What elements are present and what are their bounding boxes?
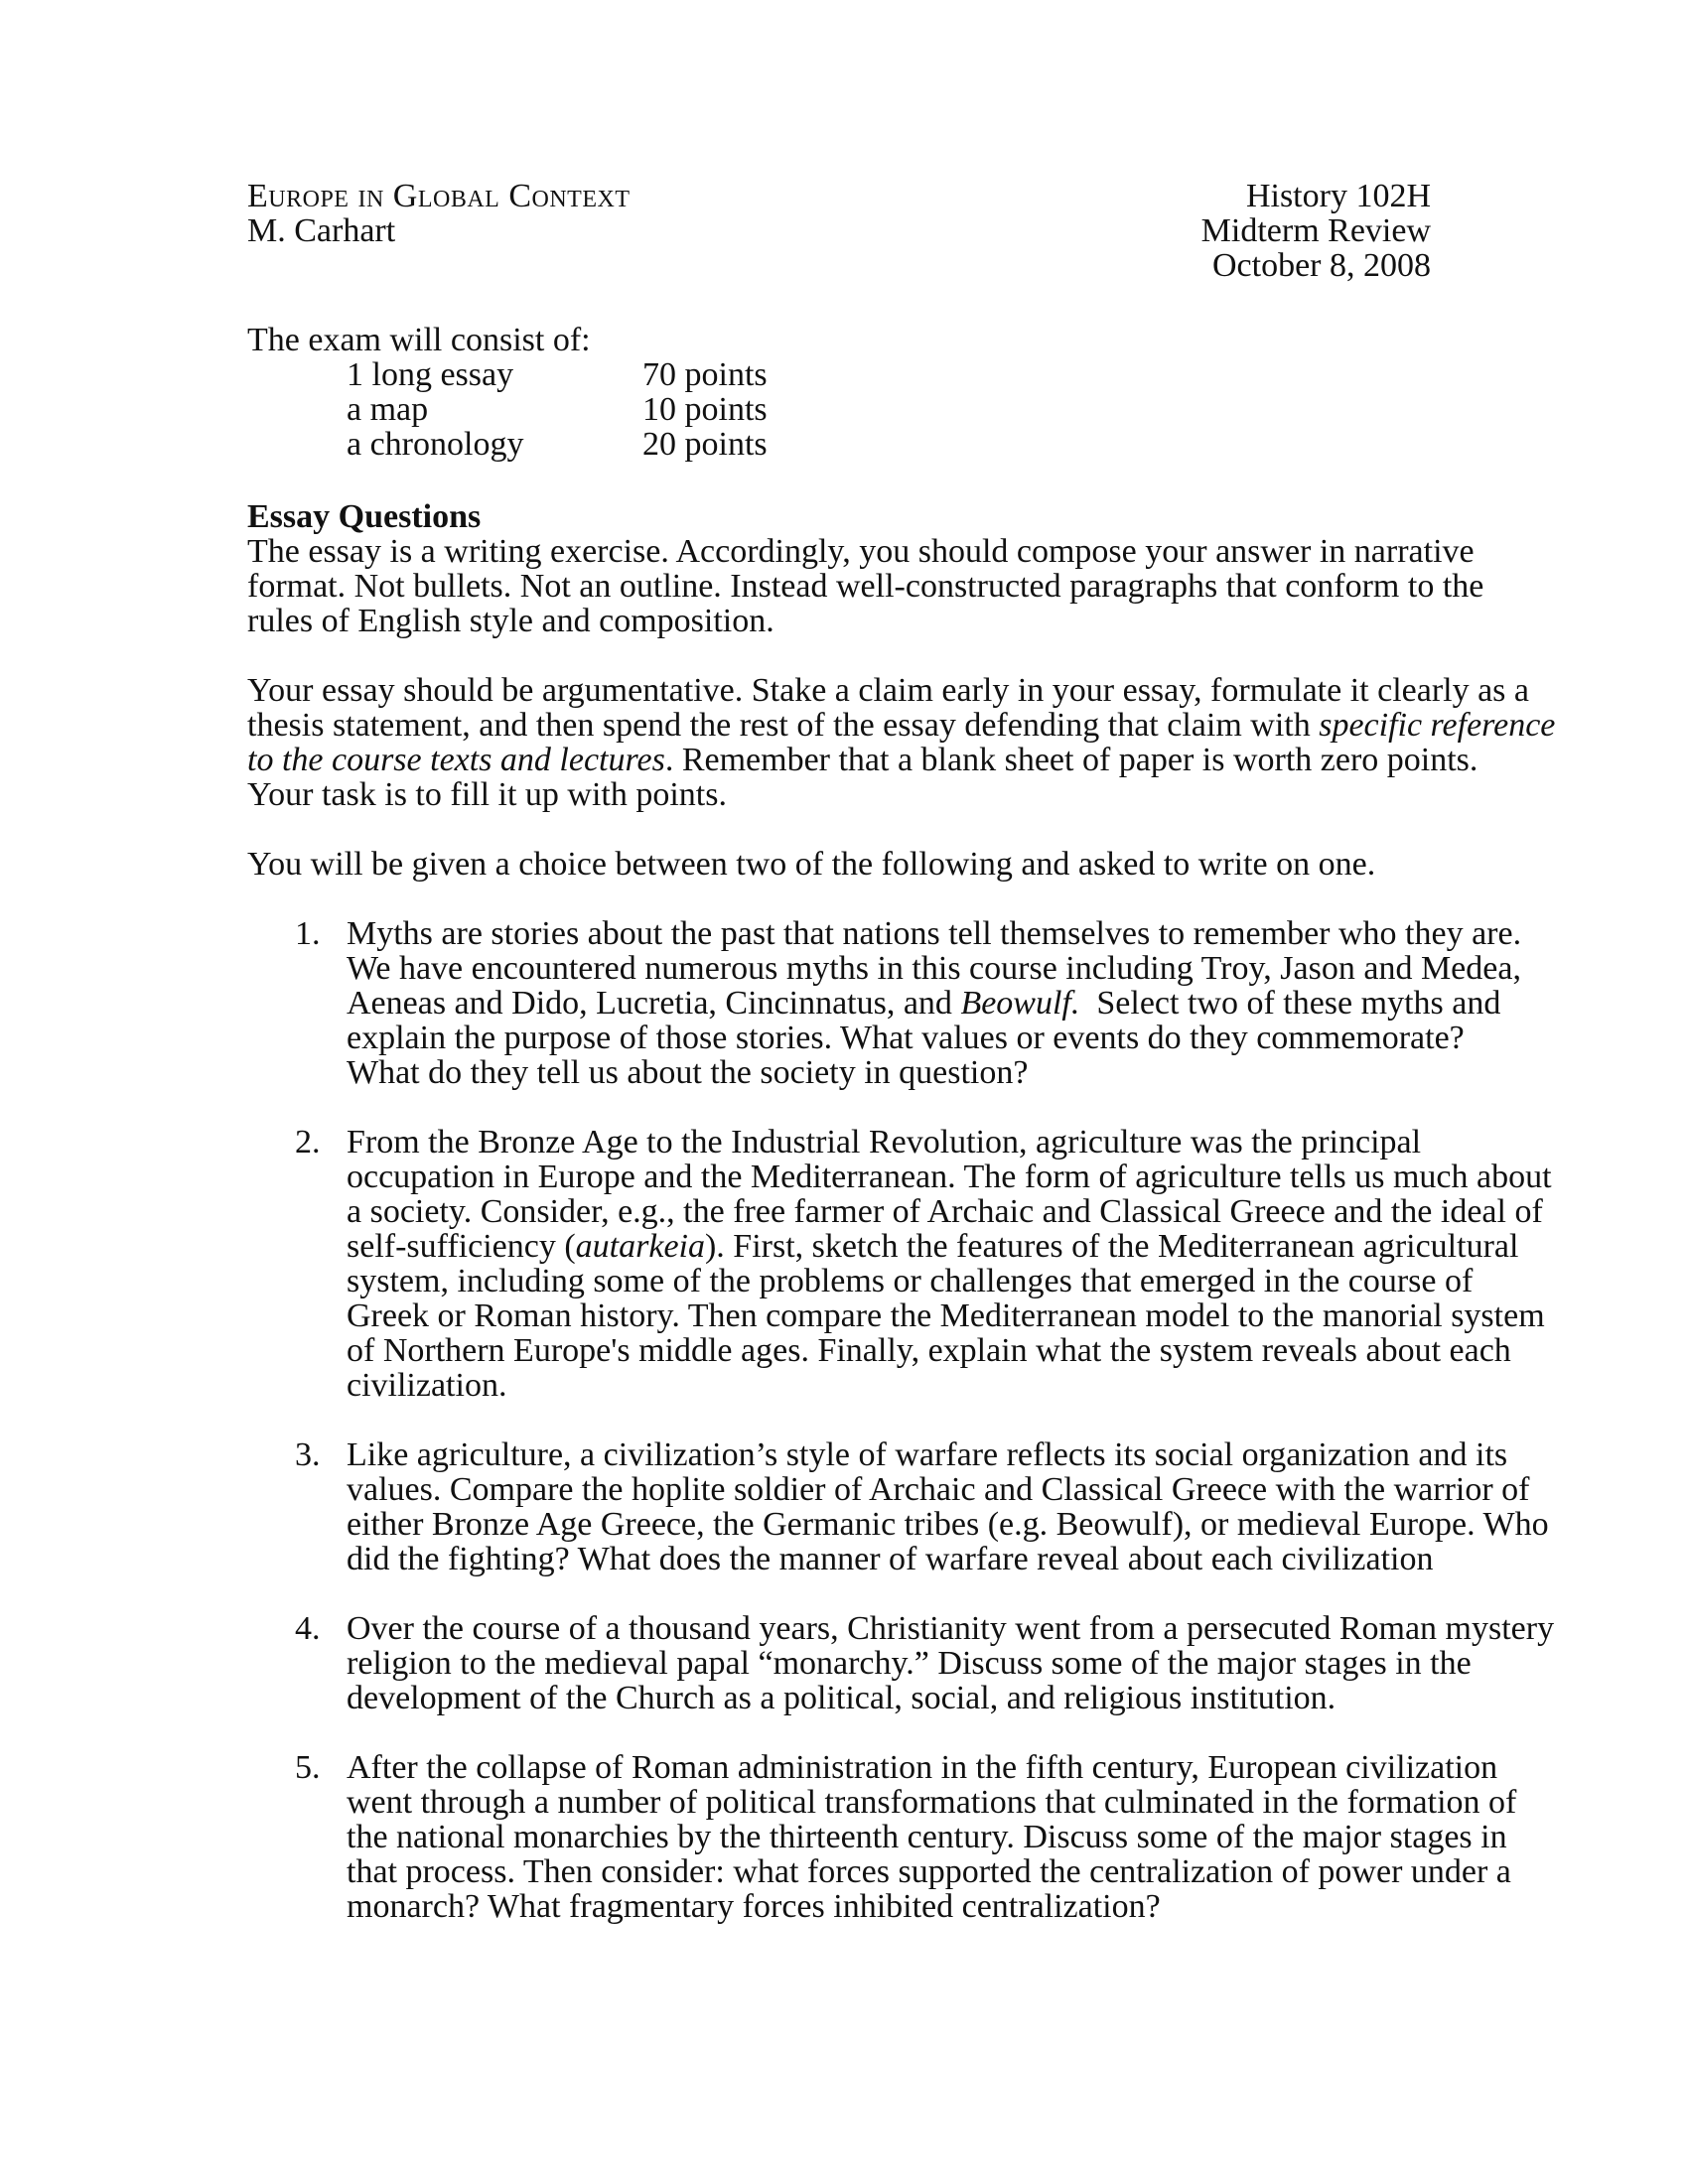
exam-points: 10 points [642, 391, 768, 428]
paragraph-line: Your essay should be argumentative. Stake a claim early in your essay, formulate it clearly as a [247, 672, 1530, 709]
text-run: Aeneas and Dido, Lucretia, Cincinnatus, and [347, 985, 961, 1022]
header-right [1201, 179, 1431, 283]
section-heading: Essay Questions [247, 498, 482, 535]
question-line: From the Bronze Age to the Industrial Revolution, agriculture was the principal [347, 1124, 1422, 1160]
question-line: Like agriculture, a civilization’s style of warfare reflects its social organization and its [347, 1436, 1508, 1473]
question-number: 2. [295, 1124, 321, 1160]
question-line: system, including some of the problems or challenges that emerged in the course of [347, 1263, 1474, 1299]
question-line [347, 1228, 1519, 1265]
paragraph-line: The essay is a writing exercise. Accordingly, you should compose your answer in narrative [247, 533, 1475, 570]
instructor-name: M. Carhart [247, 212, 396, 249]
course-code: History 102H [1245, 178, 1431, 214]
instructions-paragraph-3: You will be given a choice between two of the following and asked to write on one. [247, 846, 1376, 883]
text-run: . Remember that a blank sheet of paper is worth zero points. [664, 742, 1478, 778]
question-line: religion to the medieval papal “monarchy.” Discuss some of the major stages in the [347, 1645, 1472, 1682]
paragraph-line: Your task is to fill it up with points. [247, 776, 727, 813]
question-line: occupation in Europe and the Mediterranean. The form of agriculture tells us much about [347, 1159, 1552, 1195]
exam-points: 20 points [642, 426, 768, 463]
question-line: the national monarchies by the thirteenth century. Discuss some of the major stages in [347, 1819, 1507, 1855]
question-line: did the fighting? What does the manner of warfare reveal about each civilization [347, 1541, 1434, 1577]
question-line: Greek or Roman history. Then compare the Mediterranean model to the manorial system [347, 1297, 1545, 1334]
emphasis-text: Beowulf. [960, 985, 1080, 1022]
instructions-paragraph-2 [247, 672, 1556, 813]
question-number: 1. [295, 915, 321, 952]
paragraph-line: rules of English style and composition. [247, 603, 774, 639]
question-line: After the collapse of Roman administration in the fifth century, European civilization [347, 1749, 1498, 1786]
exam-points: 70 points [642, 356, 768, 393]
question-line: monarch? What fragmentary forces inhibited centralization? [347, 1888, 1161, 1925]
question-line: development of the Church as a political, social, and religious institution. [347, 1680, 1336, 1716]
paragraph-line: format. Not bullets. Not an outline. Instead well-constructed paragraphs that conform to the [247, 568, 1484, 605]
exam-item: a chronology [347, 426, 524, 463]
question-line: explain the purpose of those stories. What values or events do they commemorate? [347, 1020, 1465, 1056]
question-line: Over the course of a thousand years, Christianity went from a persecuted Roman mystery [347, 1610, 1555, 1647]
emphasis-text: specific reference [1319, 707, 1556, 744]
instructions-paragraph-1 [247, 533, 1484, 639]
text-run: ). First, sketch the features of the Mediterranean agricultural [704, 1228, 1519, 1265]
question-line: went through a number of political transformations that culminated in the formation of [347, 1784, 1517, 1821]
essay-question [247, 1749, 1517, 1925]
question-line: that process. Then consider: what forces supported the centralization of power under a [347, 1853, 1511, 1890]
exam-item: 1 long essay [347, 356, 514, 393]
question-line: What do they tell us about the society in question? [347, 1054, 1029, 1091]
header-left [247, 179, 630, 248]
exam-intro: The exam will consist of: [247, 322, 591, 358]
question-line: values. Compare the hoplite soldier of Archaic and Classical Greece with the warrior of [347, 1471, 1530, 1508]
emphasis-text: autarkeia [575, 1228, 705, 1265]
question-line: We have encountered numerous myths in this course including Troy, Jason and Medea, [347, 950, 1521, 987]
paragraph-line [247, 707, 1556, 744]
text-run: self-sufficiency ( [347, 1228, 576, 1265]
document-date: October 8, 2008 [1211, 247, 1431, 284]
exam-components [347, 357, 768, 462]
paragraph-line [247, 742, 1478, 778]
document-type: Midterm Review [1200, 212, 1431, 249]
question-line: of Northern Europe's middle ages. Finally, explain what the system reveals about each [347, 1332, 1511, 1369]
question-line [347, 985, 1501, 1022]
course-title: Europe in Global Context [247, 178, 631, 214]
question-line: a society. Consider, e.g., the free farmer of Archaic and Classical Greece and the ideal of [347, 1193, 1543, 1230]
question-number: 4. [295, 1610, 321, 1647]
essay-question [247, 1436, 1549, 1577]
question-line: either Bronze Age Greece, the Germanic tribes (e.g. Beowulf), or medieval Europe. Who [347, 1506, 1549, 1543]
question-number: 5. [295, 1749, 321, 1786]
exam-row [347, 357, 768, 392]
text-run: Select two of these myths and [1079, 985, 1501, 1022]
question-line: Myths are stories about the past that nations tell themselves to remember who they are. [347, 915, 1522, 952]
exam-item: a map [347, 391, 429, 428]
essay-question [247, 915, 1522, 1091]
question-number: 3. [295, 1436, 321, 1473]
question-line: civilization. [347, 1367, 507, 1404]
essay-question [247, 1610, 1555, 1716]
exam-row [347, 427, 768, 462]
exam-row [347, 392, 768, 427]
essay-question [247, 1124, 1552, 1404]
essay-question-list [247, 915, 1555, 1959]
text-run: thesis statement, and then spend the rest of the essay defending that claim with [247, 707, 1320, 744]
emphasis-text: to the course texts and lectures [247, 742, 665, 778]
